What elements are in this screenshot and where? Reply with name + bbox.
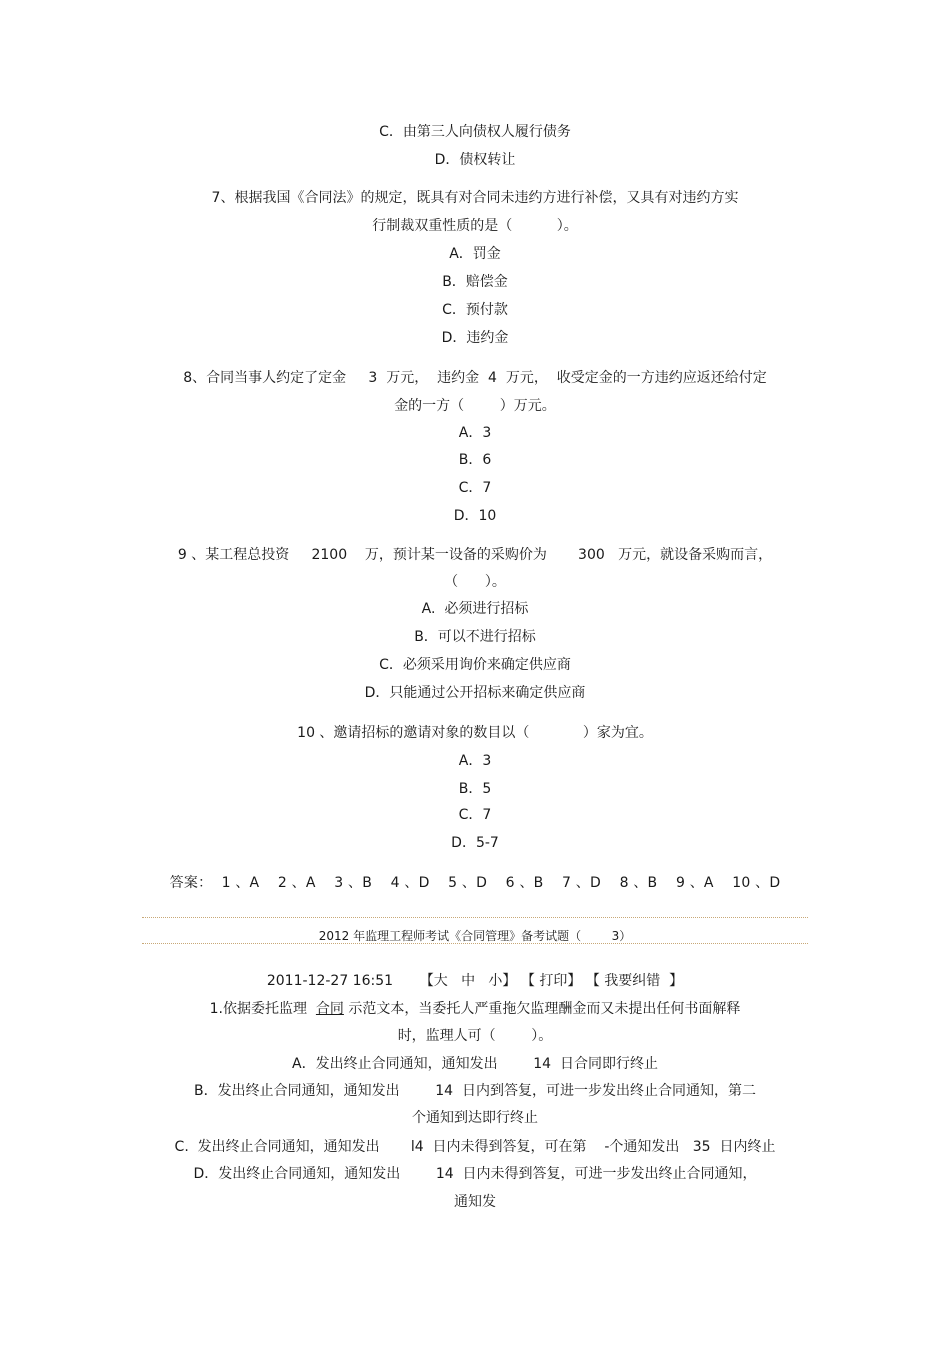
q8-option-c: C．7: [458, 480, 492, 496]
s3q1-stem-line1: [0, 1000, 950, 1018]
q10-option-a: A．3: [458, 753, 492, 769]
section-divider-bottom: [142, 943, 808, 944]
s3q1-option-c: C. 发出终止合同通知，通知发出 l4 日内未得到答复，可在第 -个通知发出 35 日内终止: [174, 1139, 776, 1155]
q10-option-b: B．5: [458, 781, 492, 797]
q9-option-c: C．必须采用询价来确定供应商: [379, 657, 571, 673]
s3q1-option-b-line2: 个通知到达即行终止: [412, 1110, 538, 1126]
q8-stem-line2: 金的一方（ ）万元。: [394, 398, 556, 414]
q10-option-c: C．7: [458, 807, 492, 823]
q10-option-d: D．5-7: [451, 835, 499, 851]
s3q1-option-d-line1: D．发出终止合同通知，通知发出 14 日内未得到答复，可进一步发出终止合同通知，: [193, 1166, 757, 1182]
answer-key: 答案： 1 、A 2 、A 3 、B 4 、D 5 、D 6 、B 7 、D 8 、B 9 、A 10 、D: [169, 875, 781, 891]
q10-stem: 10 、邀请招标的邀请对象的数目以（ ）家为宜。: [297, 725, 653, 741]
section-title: 2012 年监理工程师考试《合同管理》备考试题（ 3）: [318, 929, 632, 943]
s3q1-option-d-line2: 通知发: [454, 1194, 496, 1210]
q9-option-b: B．可以不进行招标: [414, 629, 536, 645]
s3q1-option-b-line1: B．发出终止合同通知，通知发出 14 日内到答复，可进一步发出终止合同通知，第二: [194, 1083, 756, 1099]
q9-option-d: D．只能通过公开招标来确定供应商: [364, 685, 586, 701]
s3q1-stem-post: 示范文本，当委托人严重拖欠监理酬金而又未提出任何书面解释: [343, 1001, 741, 1017]
article-meta: 2011-12-27 16:51 【大 中 小】 【 打印】 【 我要纠错 】: [266, 973, 684, 989]
q7-option-a: A．罚金: [449, 246, 501, 262]
q8-stem-line1: 8、合同当事人约定了定金 3 万元， 违约金 4 万元， 收受定金的一方违约应返还给付定: [183, 370, 767, 386]
q9-stem-line1: 9 、某工程总投资 2100 万，预计某一设备的采购价为 300 万元，就设备采购而言，: [177, 547, 773, 563]
q6-option-c: C．由第三人向债权人履行债务: [379, 124, 571, 140]
contract-link[interactable]: 合同: [315, 1001, 344, 1017]
s3q1-stem-pre: 1.依据委托监理: [209, 1001, 316, 1017]
q7-option-c: C．预付款: [442, 302, 508, 318]
q7-stem-line1: 7、根据我国《合同法》的规定，既具有对合同未违约方进行补偿，又具有对违约方实: [211, 190, 739, 206]
q8-option-b: B．6: [458, 452, 492, 468]
q9-option-a: A. 必须进行招标: [421, 601, 529, 617]
q9-stem-line2: （ ）。: [444, 574, 506, 590]
q7-option-d: D．违约金: [441, 330, 509, 346]
q8-option-a: A．3: [458, 425, 492, 441]
s3q1-stem-line2: 时，监理人可（ ）。: [397, 1028, 553, 1044]
q8-option-d: D．10: [453, 508, 497, 524]
q6-option-d: D．债权转让: [434, 152, 516, 168]
s3q1-option-a: A．发出终止合同通知，通知发出 14 日合同即行终止: [292, 1056, 658, 1072]
section-divider-top: [142, 917, 808, 918]
q7-stem-line2: 行制裁双重性质的是（ ）。: [372, 218, 578, 234]
q7-option-b: B．赔偿金: [442, 274, 508, 290]
